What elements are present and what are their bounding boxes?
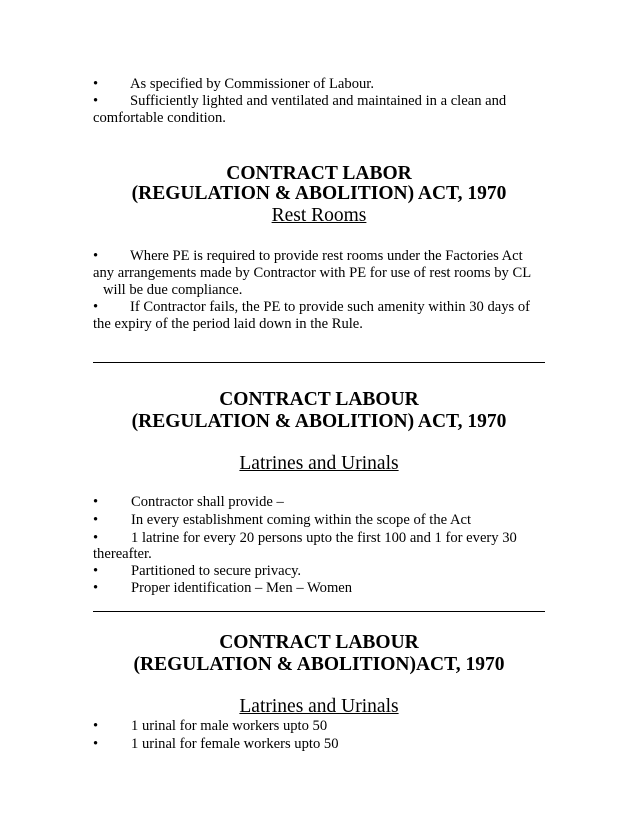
bullet-marker: •	[93, 530, 99, 546]
bullet-marker: •	[93, 93, 99, 109]
rest-rooms-bullet-1-line-2: any arrangements made by Contractor with PE for use of rest rooms by CL	[93, 265, 532, 281]
intro-bullet-2-line-2: comfortable condition.	[93, 110, 226, 126]
section-title-line-2: (REGULATION & ABOLITION) ACT, 1970	[131, 183, 507, 204]
latrines-bullet-2: In every establishment coming within the scope of the Act	[131, 512, 472, 528]
urinals-bullet-1: 1 urinal for male workers upto 50	[131, 718, 328, 734]
intro-bullet-1: As specified by Commissioner of Labour.	[130, 76, 375, 92]
section-title-line-1: CONTRACT LABOUR	[219, 632, 419, 653]
bullet-marker: •	[93, 512, 99, 528]
section-title-line-2: (REGULATION & ABOLITION) ACT, 1970	[131, 411, 507, 432]
bullet-marker: •	[93, 494, 99, 510]
rest-rooms-bullet-1-line-3: will be due compliance.	[103, 282, 243, 298]
section-divider	[93, 611, 545, 612]
section-title-line-1: CONTRACT LABOR	[226, 163, 412, 184]
rest-rooms-bullet-2-line-1: If Contractor fails, the PE to provide such amenity within 30 days of	[130, 299, 531, 315]
latrines-bullet-5: Proper identification – Men – Women	[131, 580, 353, 596]
latrines-bullet-1: Contractor shall provide –	[131, 494, 284, 510]
bullet-marker: •	[93, 718, 99, 734]
rest-rooms-bullet-1-line-1: Where PE is required to provide rest rooms under the Factories Act	[130, 248, 523, 264]
bullet-marker: •	[93, 299, 99, 315]
bullet-marker: •	[93, 248, 99, 264]
rest-rooms-bullet-2-line-2: the expiry of the period laid down in the Rule.	[93, 316, 363, 332]
section-divider	[93, 362, 545, 363]
section-subtitle: Latrines and Urinals	[239, 453, 399, 474]
urinals-bullet-2: 1 urinal for female workers upto 50	[131, 736, 339, 752]
bullet-marker: •	[93, 580, 99, 596]
section-subtitle: Rest Rooms	[271, 205, 367, 226]
bullet-marker: •	[93, 76, 99, 92]
intro-bullet-2-line-1: Sufficiently lighted and ventilated and maintained in a clean and	[130, 93, 507, 109]
section-title-line-2: (REGULATION & ABOLITION)ACT, 1970	[133, 654, 505, 675]
latrines-bullet-3-line-2: thereafter.	[93, 546, 152, 562]
bullet-marker: •	[93, 563, 99, 579]
bullet-marker: •	[93, 736, 99, 752]
latrines-bullet-3-line-1: 1 latrine for every 20 persons upto the first 100 and 1 for every 30	[131, 530, 517, 546]
section-title-line-1: CONTRACT LABOUR	[219, 389, 419, 410]
latrines-bullet-4: Partitioned to secure privacy.	[131, 563, 302, 579]
section-subtitle: Latrines and Urinals	[239, 696, 399, 717]
